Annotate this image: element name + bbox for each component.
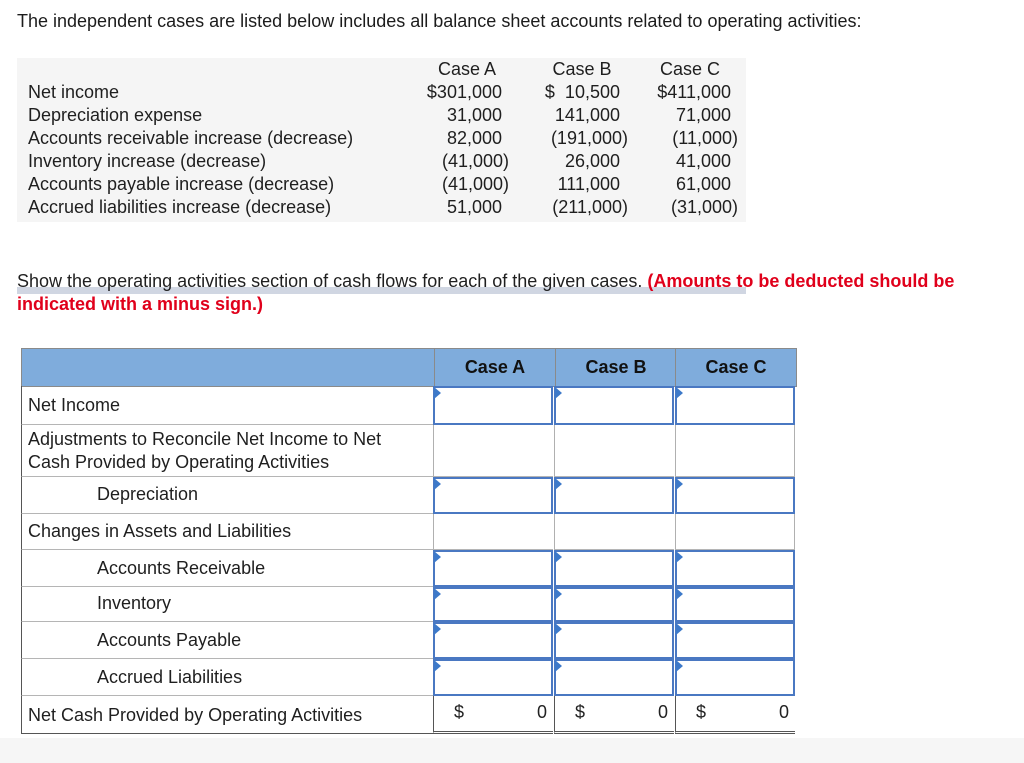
page-bottom-band [0,738,1024,763]
accrued-liabilities-case-b-input[interactable] [554,659,674,696]
input-marker-icon [555,623,562,635]
net-income-case-b-input[interactable] [554,386,674,425]
net-income-case-a-input[interactable] [433,386,553,425]
given-value: (11,000) [672,128,738,148]
cash-flow-answer-grid [21,348,797,736]
accrued-liabilities-case-a-input[interactable] [433,659,553,696]
given-value: (41,000) [441,174,509,194]
input-marker-icon [434,623,441,635]
given-value: (191,000) [550,128,628,148]
given-label-depreciation: Depreciation expense [28,105,203,125]
answer-header-case-a: Case A [464,357,526,377]
given-value: 111,000 [557,174,620,194]
total-value: 0 [536,702,547,722]
empty-cell [675,514,795,550]
net-income-case-c-input[interactable] [675,386,795,425]
accounts-payable-label: Accounts Payable [97,630,242,650]
input-marker-icon [676,478,683,490]
input-marker-icon [555,551,562,563]
input-marker-icon [555,660,562,672]
accounts-receivable-case-a-input[interactable] [433,550,553,587]
input-marker-icon [434,551,441,563]
net-cash-case-a-total [433,696,553,734]
adjustments-label-line2: Cash Provided by Operating Activities [28,452,330,472]
row-label [21,477,433,514]
input-marker-icon [676,623,683,635]
row-label [21,550,433,587]
row-label [21,514,433,550]
depreciation-case-a-input[interactable] [433,477,553,514]
total-value: 0 [778,702,789,722]
instructions-text: Show the operating activities section of cash flows for each of the given cases. [17,271,648,291]
given-value: (41,000) [441,151,509,171]
given-value: 31,000 [446,105,502,125]
empty-cell [554,514,674,550]
row-net-income [21,386,797,425]
accounts-receivable-label: Accounts Receivable [97,558,266,578]
input-marker-icon [555,478,562,490]
input-marker-icon [676,551,683,563]
accounts-payable-case-a-input[interactable] [433,622,553,659]
accrued-liabilities-case-c-input[interactable] [675,659,795,696]
given-value: 26,000 [564,151,620,171]
input-marker-icon [434,588,441,600]
given-value: (211,000) [552,197,628,217]
input-marker-icon [434,478,441,490]
row-accounts-payable [21,622,797,659]
input-marker-icon [676,588,683,600]
inventory-case-b-input[interactable] [554,587,674,622]
inventory-label: Inventory [97,593,172,613]
answer-header-case-b: Case B [585,357,647,377]
net-cash-case-b-total [554,696,674,734]
row-label [21,386,433,425]
given-value: $411,000 [657,82,731,102]
given-label-accounts-payable: Accounts payable increase (decrease) [28,174,335,194]
empty-cell [675,425,795,477]
empty-cell [554,425,674,477]
accounts-receivable-case-c-input[interactable] [675,550,795,587]
given-label-net-income: Net income [28,82,120,102]
net-cash-case-c-total [675,696,795,734]
answer-header-row [21,348,797,387]
currency-symbol: $ [696,702,707,722]
given-label-inventory: Inventory increase (decrease) [28,151,267,171]
row-changes [21,514,797,550]
row-depreciation [21,477,797,514]
row-net-cash [21,696,797,734]
given-value: 141,000 [554,105,620,125]
accrued-liabilities-label: Accrued Liabilities [97,667,243,687]
total-value: 0 [657,702,668,722]
answer-header-case-c: Case C [705,357,767,377]
given-value: 41,000 [675,151,731,171]
input-marker-icon [555,387,562,399]
input-marker-icon [555,588,562,600]
given-header-case-c: Case C [659,59,721,79]
row-label [21,425,433,477]
instructions-emphasis: (Amounts to be deducted should be indicated with a minus sign.) [17,271,955,314]
empty-cell [433,514,553,550]
changes-label: Changes in Assets and Liabilities [28,521,292,541]
given-value: (31,000) [670,197,738,217]
given-value: $301,000 [426,82,502,102]
accounts-payable-case-c-input[interactable] [675,622,795,659]
given-value: 71,000 [675,105,731,125]
given-label-accounts-receivable: Accounts receivable increase (decrease) [28,128,354,148]
accounts-payable-case-b-input[interactable] [554,622,674,659]
accounts-receivable-case-b-input[interactable] [554,550,674,587]
inventory-case-a-input[interactable] [433,587,553,622]
row-inventory [21,587,797,622]
input-marker-icon [676,660,683,672]
inventory-case-c-input[interactable] [675,587,795,622]
given-value: $ 10,500 [544,82,620,102]
depreciation-case-c-input[interactable] [675,477,795,514]
net-cash-label: Net Cash Provided by Operating Activities [28,705,363,725]
input-marker-icon [434,387,441,399]
row-accounts-receivable [21,550,797,587]
row-accrued-liabilities [21,659,797,696]
intro-text: The independent cases are listed below includes all balance sheet accounts related to operating activities: [17,11,862,31]
net-income-label: Net Income [28,395,121,415]
input-marker-icon [676,387,683,399]
depreciation-label: Depreciation [97,484,199,504]
currency-symbol: $ [454,702,465,722]
row-label [21,659,433,696]
depreciation-case-b-input[interactable] [554,477,674,514]
given-label-accrued-liabilities: Accrued liabilities increase (decrease) [28,197,332,217]
input-marker-icon [434,660,441,672]
row-label [21,696,433,734]
row-label [21,587,433,622]
given-value: 82,000 [446,128,502,148]
instructions [17,270,1007,316]
given-header-case-a: Case A [437,59,497,79]
currency-symbol: $ [575,702,586,722]
empty-cell [433,425,553,477]
row-adjustments [21,425,797,477]
given-value: 51,000 [446,197,502,217]
adjustments-label-line1: Adjustments to Reconcile Net Income to Net [28,429,382,449]
row-label [21,622,433,659]
given-value: 61,000 [675,174,731,194]
given-header-case-b: Case B [552,59,612,79]
